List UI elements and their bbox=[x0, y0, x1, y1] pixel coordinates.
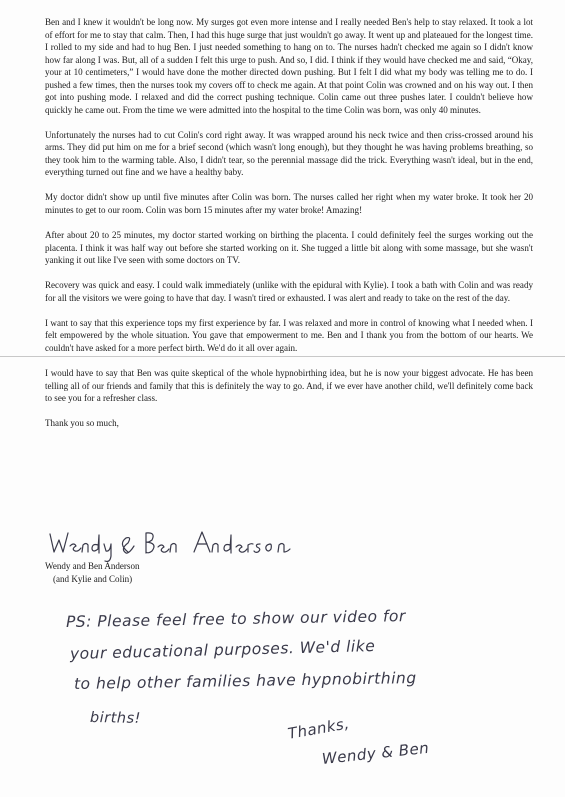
postscript-line-4: births! bbox=[89, 710, 142, 727]
postscript-line-1: PS: Please feel free to show our video for bbox=[65, 607, 406, 631]
signer-block bbox=[45, 560, 140, 585]
paragraph-1: Ben and I knew it wouldn't be long now. My surges got even more intense and I really needed Ben's help to stay relaxed. It took a lot of effort for me to stay that calm. Then, I had this huge surge that just wouldn't go away. It went up and plateaued for the longest time. I rolled to my side and had to hug Ben. I just needed something to hang on to. The nurses hadn't checked me again so I didn't know how far along I was. But, all of a sudden I felt this urge to push. And so, I did. I think if they would have checked me and said, “Okay, your at 10 centimeters,” I would have done the mother directed down pushing. But I felt I did what my body was telling me to do. I pushed a few times, then the nurses took my covers off to check me again. At that point Colin was crowned and on his way out. I then got into pushing mode. I relaxed and did the correct pushing technique. Colin came out three pushes later. I couldn't believe how quickly he came out. From the time we were admitted into the hospital to the time Colin was born, was only 40 minutes. bbox=[45, 17, 533, 115]
postscript-line-3: to help other families have hypnobirthing bbox=[73, 669, 417, 693]
closing-line: Thank you so much, bbox=[45, 418, 119, 429]
postscript-thanks: Thanks, bbox=[286, 714, 351, 743]
handwritten-signature bbox=[48, 528, 328, 562]
paragraph-6: I want to say that this experience tops my first experience by far. I was relaxed and more in control of knowing what I needed when. I felt empowered by the whole situation. You gave that empowerment to me. Ben and I thank you from the bottom of our hearts. We couldn't have asked for a more perfect birth. We'd do it all over again. bbox=[45, 317, 533, 353]
paragraph-4: After about 20 to 25 minutes, my doctor started working on birthing the placenta. I could definitely feel the surges working out the placenta. I think it was half way out before she started working on it. She tugged a little bit along with some massage, but she wasn't yanking it out like I've seen with some doctors on TV. bbox=[45, 230, 533, 266]
paragraph-5: Recovery was quick and easy. I could walk immediately (unlike with the epidural with Kylie). I took a bath with Colin and was ready for all the visitors we were going to have that day. I wasn't tired or exhausted. I was alert and ready to take on the rest of the day. bbox=[45, 280, 533, 303]
postscript-line-2: your educational purposes. We'd like bbox=[69, 637, 376, 663]
postscript-signature: Wendy & Ben bbox=[321, 738, 431, 768]
paragraph-3: My doctor didn't show up until five minutes after Colin was born. The nurses called her right when my water broke. It took her 20 minutes to get to our room. Colin was born 15 minutes after my water broke! Amazing! bbox=[45, 192, 533, 215]
paragraph-7: I would have to say that Ben was quite skeptical of the whole hypnobirthing idea, but he is now your biggest advocate. He has been telling all of our friends and family that this is definitely the way to go. And, if we ever have another child, we'll definitely come back to see you for a refresher class. bbox=[45, 368, 533, 404]
paragraph-2: Unfortunately the nurses had to cut Colin's cord right away. It was wrapped around his neck twice and then criss-crossed around his arms. They did put him on me for a brief second (which wasn't long enough), but they thought he was having problems breathing, so they took him to the warming table. Also, I didn't tear, so the perennial massage did the trick. Everything wasn't ideal, but in the end, everything turned out fine and we have a healthy baby. bbox=[45, 129, 533, 178]
letter-body bbox=[45, 16, 533, 430]
signer-children: (and Kylie and Colin) bbox=[53, 573, 133, 584]
signer-names: Wendy and Ben Anderson bbox=[45, 561, 140, 571]
scan-artifact-line bbox=[0, 356, 565, 357]
